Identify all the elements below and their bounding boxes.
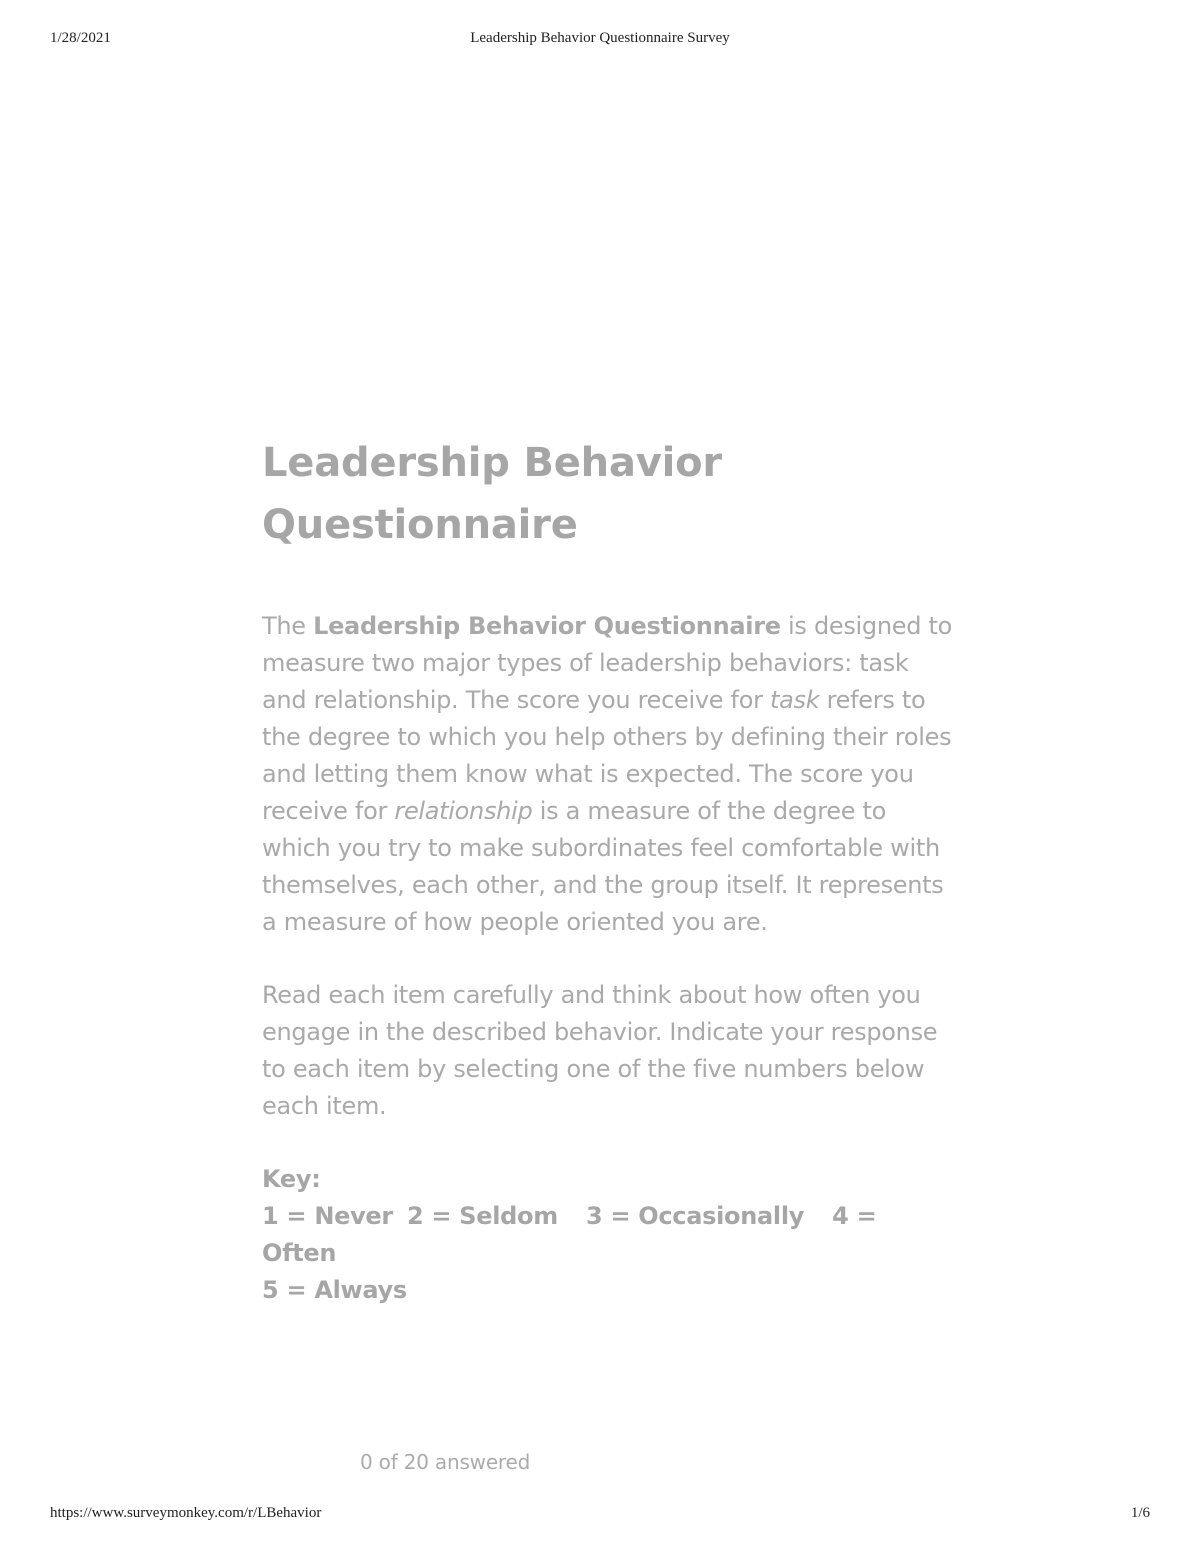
page-title [262,432,952,556]
rating-key-item: 1 = Never [262,1202,393,1230]
print-footer [50,1505,1150,1525]
rating-key-label: Key: [262,1165,321,1193]
rating-key-item: 5 = Always [262,1276,407,1304]
description-text: The [262,612,314,640]
description-paragraph-2: Read each item carefully and think about how often you engage in the described behavior. Indicate your response to each item by selecting one of the five numbers below each item. [262,981,938,1120]
page-title-line-2: Questionnaire [262,502,578,548]
description-italic-task: task [769,686,820,714]
print-page-number: 1/6 [1130,1505,1150,1521]
rating-key-scale-line-1 [262,1198,952,1272]
description-text: is designed to measure two major types of leadership behaviors: task and relationship. The score you receive for [262,612,952,714]
description-italic-relationship: relationship [394,797,533,825]
description-bold-title: Leadership Behavior Questionnaire [313,612,781,640]
rating-key-item: 3 = Occasionally [585,1202,805,1230]
rating-key [262,1161,952,1309]
print-header [50,30,1150,50]
page-title-line-1: Leadership Behavior [262,440,722,486]
rating-key-item: 2 = Seldom [406,1202,558,1230]
print-date: 1/28/2021 [50,30,111,46]
rating-key-item: 4 = Often [262,1202,877,1267]
description-text: is a measure of the degree to which you try to make subordinates feel comfortable with themselves, each other, and the group itself. It represents a measure of how people oriented you are. [262,797,944,936]
survey-description [262,608,952,1125]
description-paragraph-1 [262,608,952,941]
description-text: refers to the degree to which you help others by defining their roles and letting them know what is expected. The score you receive for [262,686,952,825]
answered-progress-text: 0 of 20 answered [360,1450,531,1474]
print-url: https://www.surveymonkey.com/r/LBehavior [50,1505,322,1521]
rating-key-scale-line-2 [262,1272,952,1309]
print-page-title: Leadership Behavior Questionnaire Survey [470,30,730,46]
survey-intro-section [262,432,952,1309]
